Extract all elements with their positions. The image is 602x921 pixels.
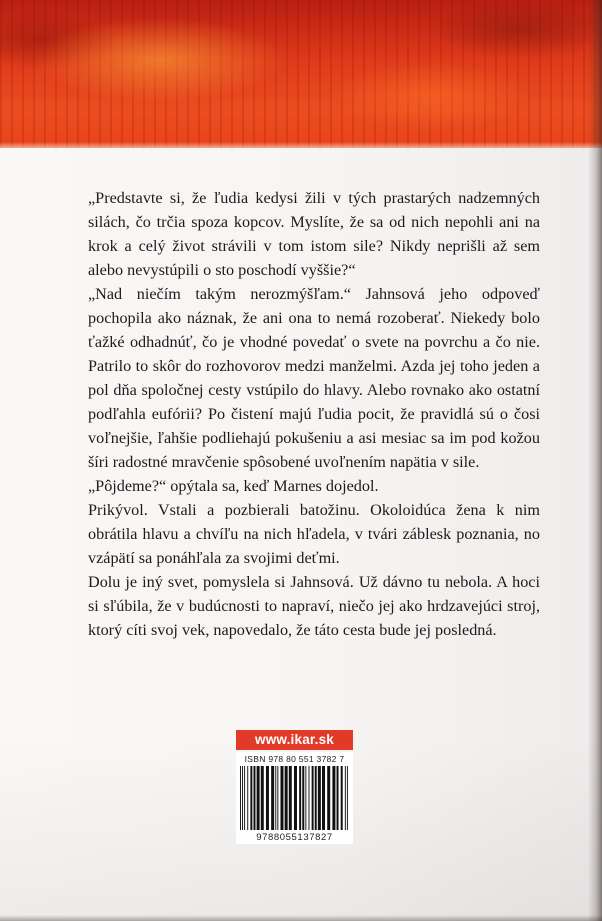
- barcode-bar: [327, 766, 330, 830]
- barcode-bar: [250, 766, 252, 830]
- barcode-bar: [285, 766, 288, 830]
- barcode-number: 9788055137827: [256, 832, 333, 843]
- barcode-bar: [332, 766, 335, 830]
- barcode-bar: [305, 766, 306, 830]
- barcode-bar: [280, 766, 283, 830]
- barcode-bar: [294, 766, 297, 830]
- band-edge: [0, 142, 602, 148]
- barcode-bar: [322, 766, 325, 830]
- barcode-icon: [240, 766, 349, 830]
- barcode-bar: [318, 766, 321, 830]
- excerpt-paragraph-3: „Pôjdeme?“ opýtala sa, keď Marnes dojedol.: [88, 477, 379, 495]
- barcode-bar: [341, 766, 343, 830]
- barcode-bar: [299, 766, 301, 830]
- isbn-barcode-box: [236, 752, 353, 844]
- cover-right-edge: [588, 0, 602, 921]
- excerpt-text: [88, 186, 540, 642]
- barcode-bar: [242, 766, 243, 830]
- excerpt-paragraph-2: „Nad niečím takým nerozmýšľam.“ Jahnsová jeho odpoveď pochopila ako náznak, že ani ona to nemá rozoberať. Niekedy bolo ťažké odhadnúť, čo je vhodné povedať o svete na povrchu a čo nie. Patrilo to skôr do rozhovorov medzi manželmi. Azda jej toho jeden a pol dňa spoločnej cesty vstúpilo do hlavy. Alebo rovnako ako ostatní podľahla eufórii? Po čistení majú ľudia pocit, že pravidlá sú o čosi voľnejšie, ľahšie podliehajú pokušeniu a asi mesiac sa im pod kožou šíri radostné mravčenie spôsobené uvoľnením napätia v sile.: [88, 285, 540, 471]
- barcode-bar: [309, 766, 310, 830]
- barcode-bar: [345, 766, 346, 830]
- red-artwork-band: [0, 0, 602, 148]
- barcode-bar: [266, 766, 269, 830]
- barcode-bar: [347, 766, 348, 830]
- publisher-url-badge: www.ikar.sk: [236, 730, 353, 750]
- isbn-label: ISBN 978 80 551 3782 7: [244, 754, 345, 764]
- cover-bottom-edge: [0, 915, 602, 921]
- barcode-bar: [247, 766, 248, 830]
- barcode-bar: [277, 766, 278, 830]
- barcode-bar: [315, 766, 317, 830]
- excerpt-paragraph-1: „Predstavte si, že ľudia kedysi žili v tých prastarých nadzemných silách, čo trčia spoza kopcov. Myslíte, že sa od nich nepohli ani na krok a celý život strávili v tom istom sile? Nikdy neprišli až sem alebo nevystúpili o sto poschodí vyššie?“: [88, 189, 540, 279]
- excerpt-paragraph-5: Dolu je iný svet, pomyslela si Jahnsová. Už dávno tu nebola. A hoci si sľúbila, že v budúcnosti to napraví, niečo jej ako hrdzavejúci stroj, ktorý cíti svoj vek, napovedalo, že táto cesta bude jej posledná.: [88, 573, 540, 639]
- barcode-bar: [312, 766, 314, 830]
- barcode-bar: [240, 766, 241, 830]
- barcode-bar: [302, 766, 304, 830]
- barcode-bar: [275, 766, 276, 830]
- barcode-bar: [289, 766, 292, 830]
- barcode-bar: [261, 766, 264, 830]
- barcode-bar: [244, 766, 245, 830]
- barcode-bar: [337, 766, 339, 830]
- barcode-bar: [271, 766, 274, 830]
- barcode-bar: [254, 766, 256, 830]
- excerpt-paragraph-4: Prikývol. Vstali a pozbierali batožinu. Okoloidúca žena k nim obrátila hlavu a chvíľu na nich hľadela, v tvári záblesk poznania, no vzápätí sa ponáhľala za svojimi deťmi.: [88, 501, 540, 567]
- barcode-bar: [257, 766, 260, 830]
